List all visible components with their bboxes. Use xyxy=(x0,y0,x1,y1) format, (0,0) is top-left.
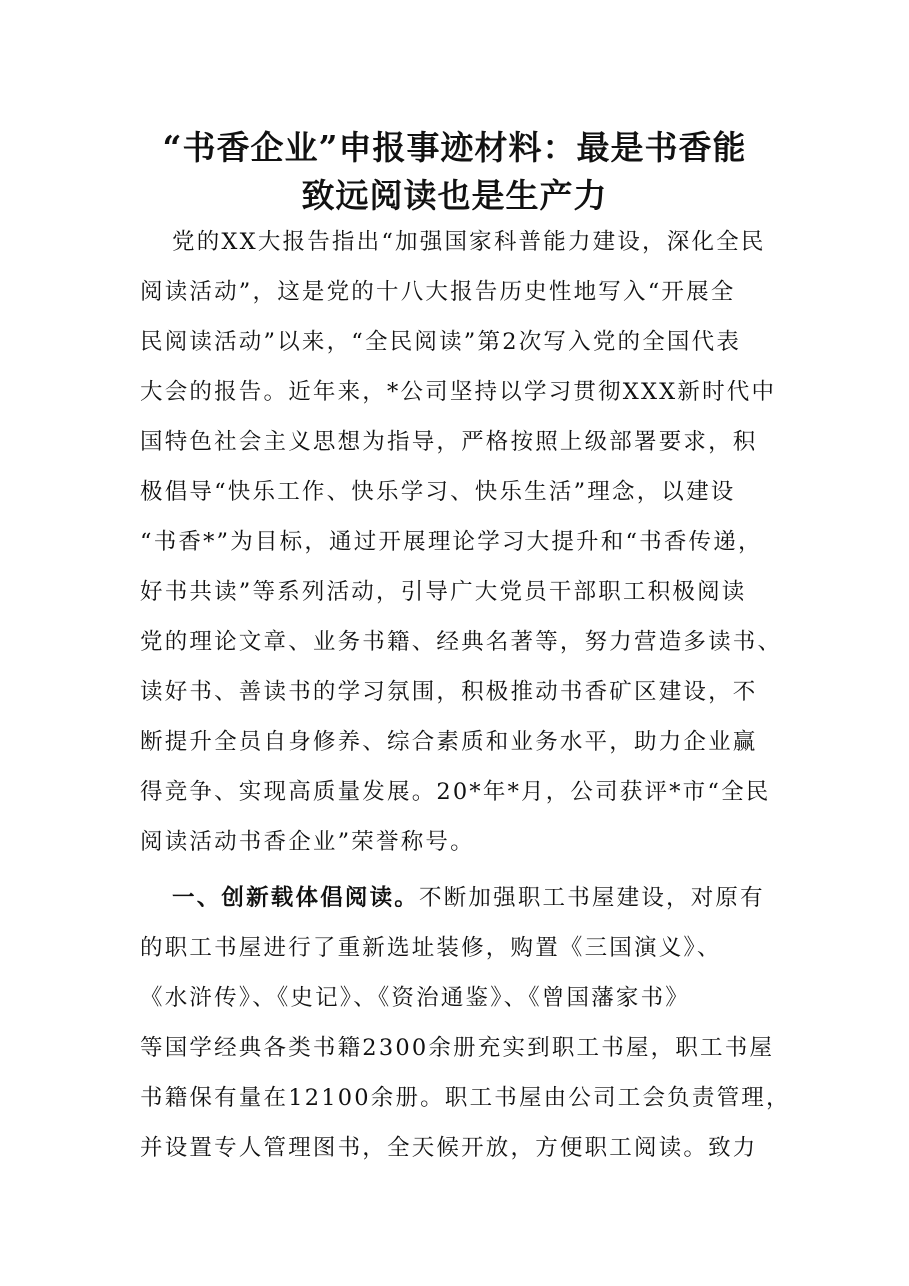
paragraph-line: 极倡导“快乐工作、快乐学习、快乐生活”理念，以建设 xyxy=(140,479,736,505)
paragraph-line: 《水浒传》、《史记》、《资治通鉴》、《曾国藩家书》 xyxy=(140,985,691,1011)
paragraph-line: 大会的报告。近年来，*公司坚持以学习贯彻XXX新时代中 xyxy=(140,379,777,405)
paragraph-line: 国特色社会主义思想为指导，严格按照上级部署要求，积 xyxy=(140,429,758,455)
document-title-line-2: 致远阅读也是生产力 xyxy=(301,176,608,215)
section-first-line xyxy=(172,880,765,912)
paragraph-line: 民阅读活动”以来，“全民阅读”第2次写入党的全国代表 xyxy=(140,329,742,355)
paragraph-line: 阅读活动书香企业”荣誉称号。 xyxy=(140,829,475,855)
paragraph-line: 书籍保有量在12100余册。职工书屋由公司工会负责管理， xyxy=(140,1085,791,1111)
paragraph-line: 党的XX大报告指出“加强国家科普能力建设，深化全民 xyxy=(172,229,766,255)
section-first-line-text: 不断加强职工书屋建设，对原有 xyxy=(419,885,765,911)
section-heading: 一、创新载体倡阅读。 xyxy=(172,885,420,911)
paragraph-line: 好书共读”等系列活动，引导广大党员干部职工积极阅读 xyxy=(140,579,747,605)
paragraph-line: 读好书、善读书的学习氛围，积极推动书香矿区建设，不 xyxy=(140,679,758,705)
paragraph-line: 的职工书屋进行了重新选址装修，购置《三国演义》、 xyxy=(140,935,722,961)
paragraph-line: 阅读活动”，这是党的十八大报告历史性地写入“开展全 xyxy=(140,279,736,305)
document-title-line-1: “书香企业”申报事迹材料：最是书香能 xyxy=(162,128,747,167)
paragraph-line: 等国学经典各类书籍2300余册充实到职工书屋，职工书屋 xyxy=(140,1035,775,1061)
paragraph-line: 断提升全员自身修养、综合素质和业务水平，助力企业赢 xyxy=(140,729,758,755)
paragraph-line: 党的理论文章、业务书籍、经典名著等，努力营造多读书、 xyxy=(140,629,783,655)
paragraph-line: 得竞争、实现高质量发展。20*年*月，公司获评*市“全民 xyxy=(140,779,771,805)
paragraph-line: “书香*”为目标，通过开展理论学习大提升和“书香传递， xyxy=(140,529,763,555)
paragraph-line: 并设置专人管理图书，全天候开放，方便职工阅读。致力 xyxy=(140,1135,758,1161)
